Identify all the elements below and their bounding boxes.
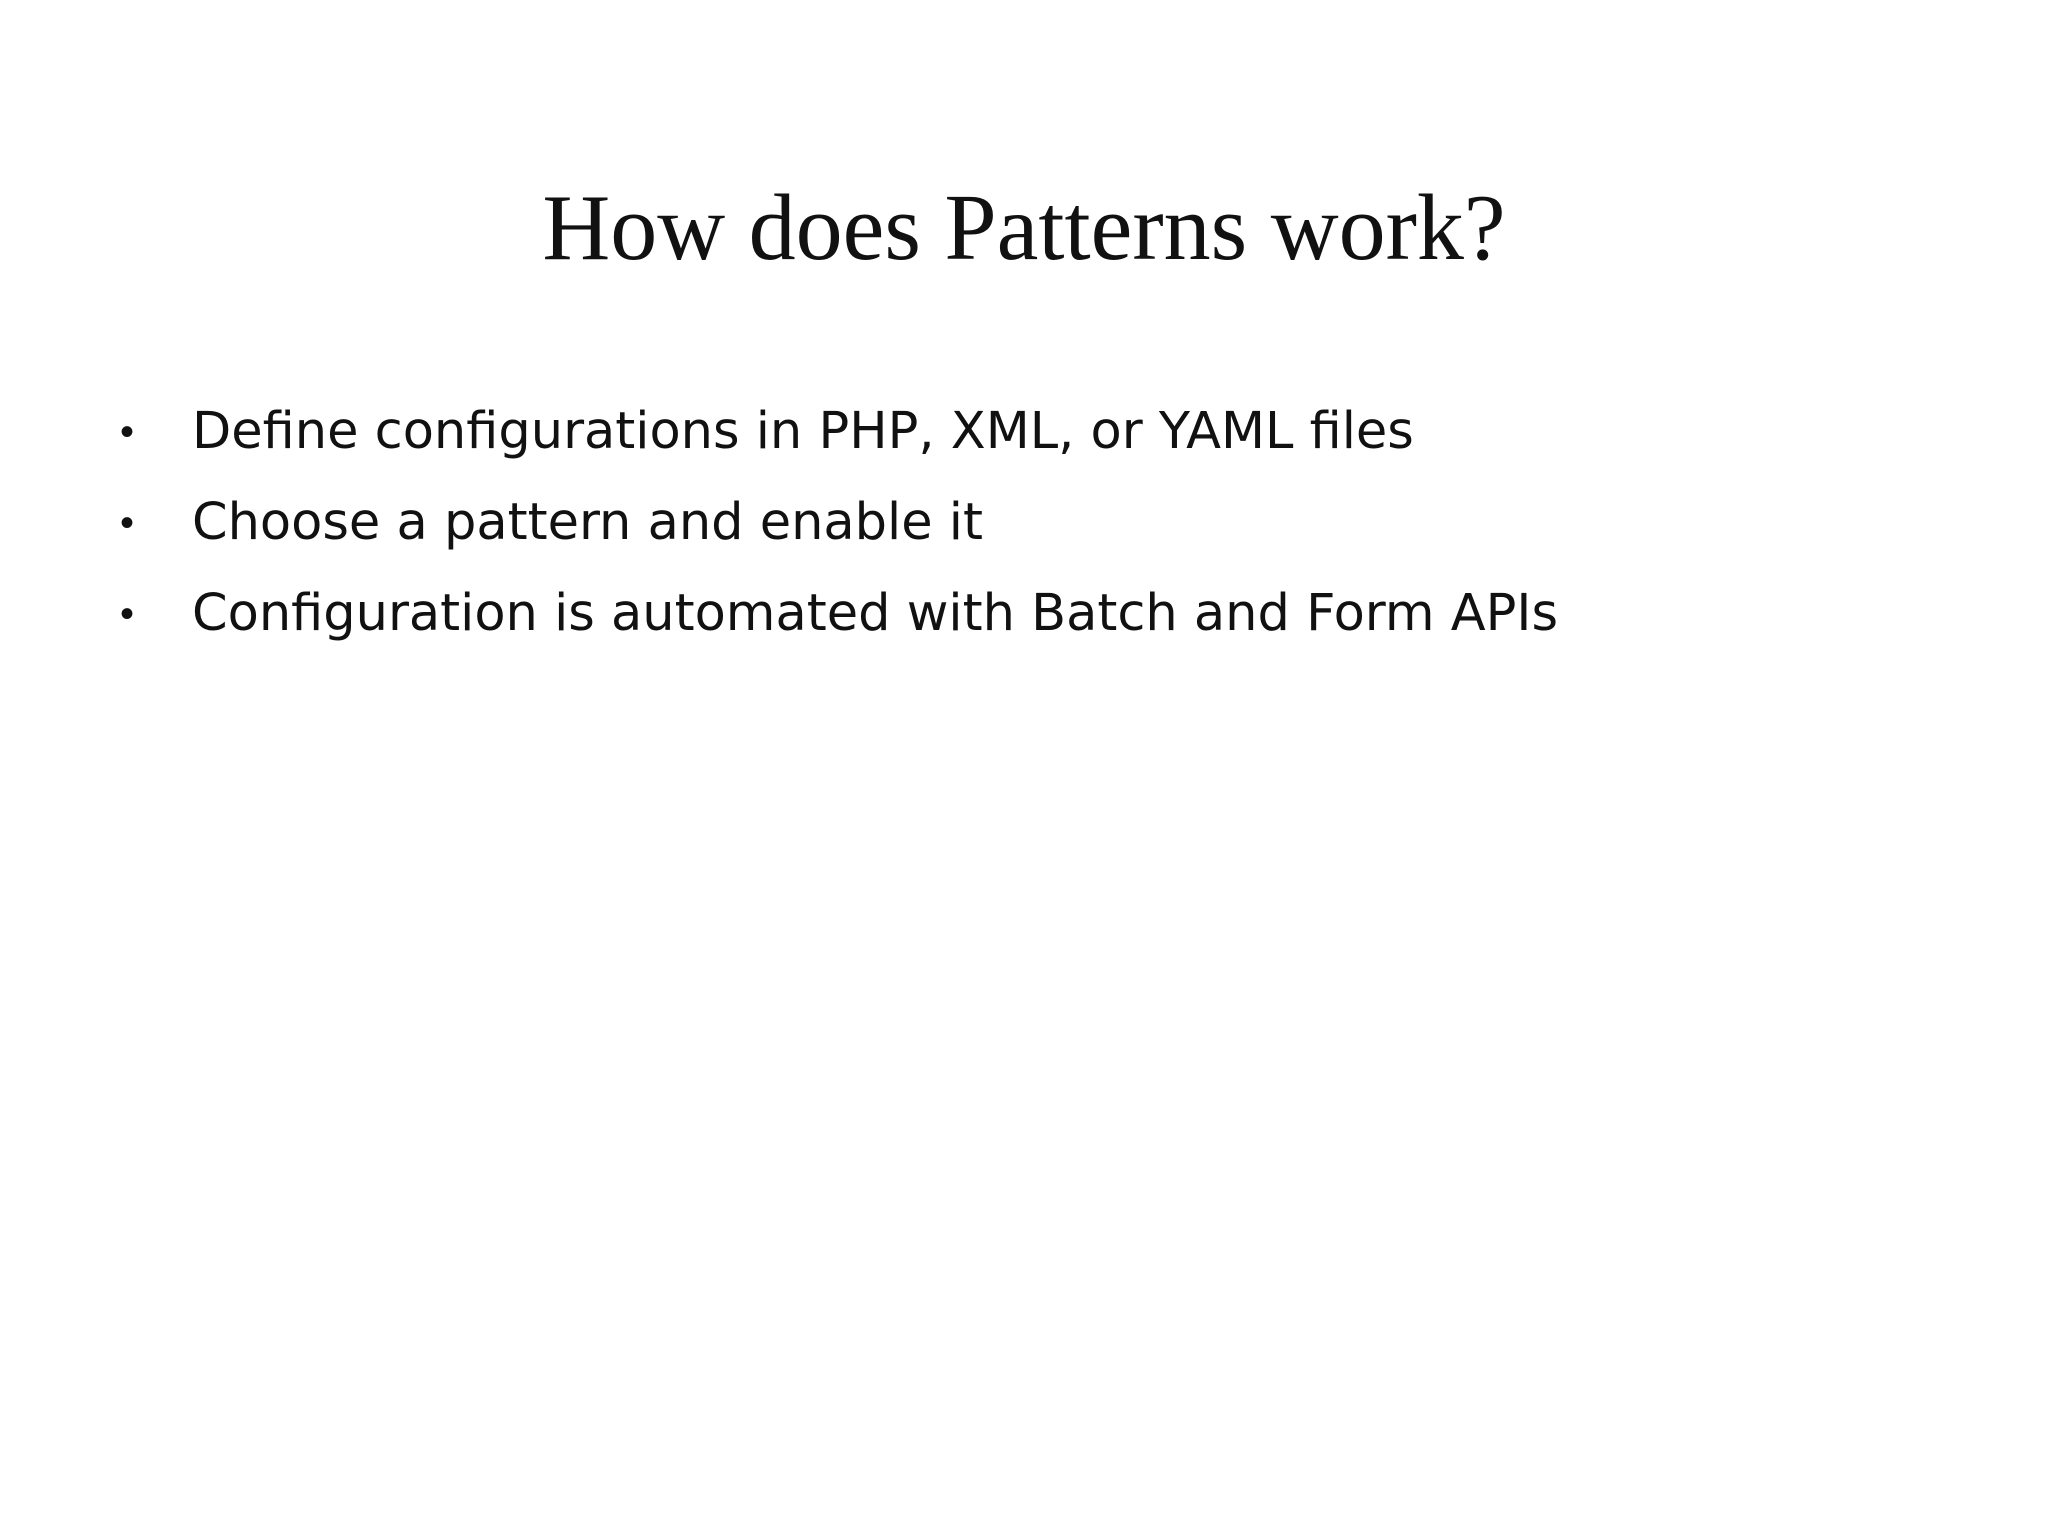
bullet-icon: • [120,592,135,636]
bullet-icon: • [120,410,135,454]
bullet-item [0,392,2048,483]
bullet-item [0,483,2048,574]
bullet-text: Configuration is automated with Batch and Form APIs [192,584,1559,643]
bullet-item [0,574,2048,665]
bullet-icon: • [120,501,135,545]
bullet-text: Choose a pattern and enable it [192,493,983,552]
bullet-text: Define configurations in PHP, XML, or YAML files [192,402,1414,461]
slide-title: How does Patterns work? [542,176,1506,280]
bullet-list [0,392,2048,665]
